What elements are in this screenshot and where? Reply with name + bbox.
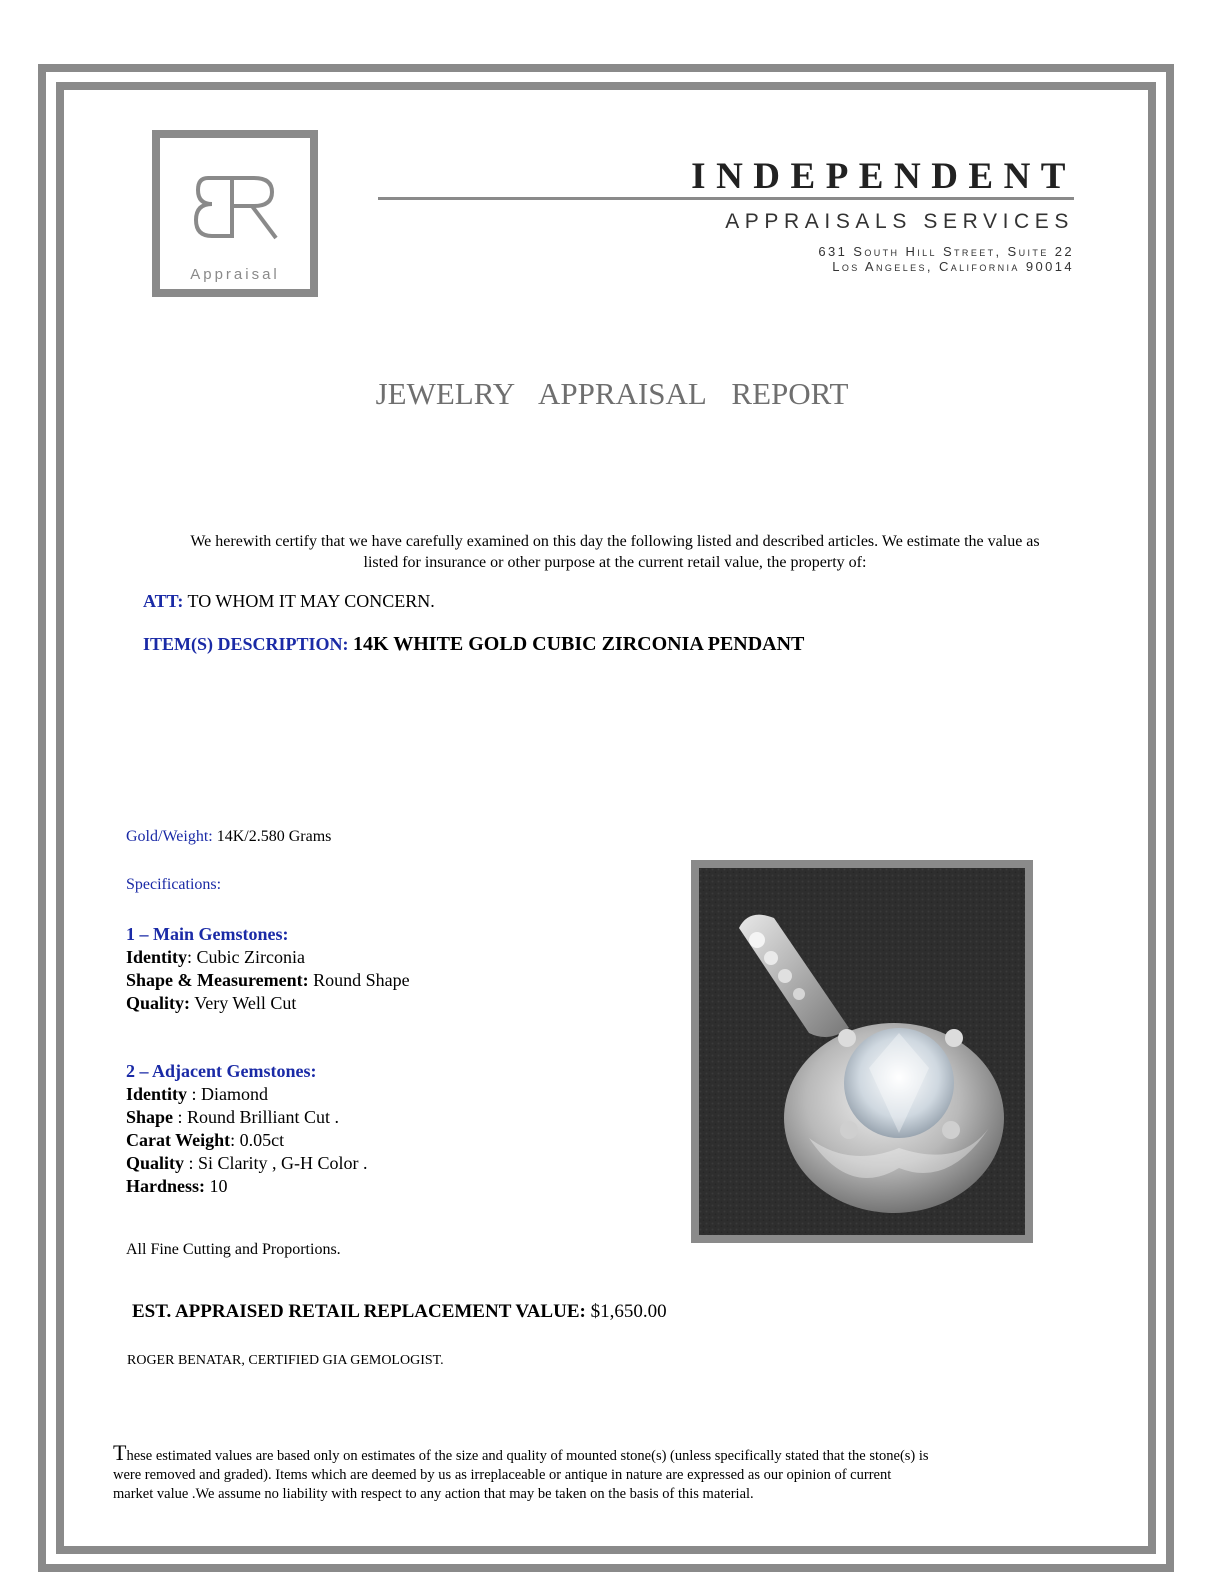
main-shape-label: Shape & Measurement: <box>126 970 309 990</box>
main-shape <box>126 969 410 992</box>
att-label: ATT: <box>143 591 184 611</box>
header-divider <box>378 197 1074 200</box>
adjacent-carat <box>126 1129 368 1152</box>
item-label: ITEM(S) DESCRIPTION: <box>143 634 349 654</box>
inner-border <box>56 82 1156 1554</box>
adjacent-identity-label: Identity <box>126 1084 188 1104</box>
adjacent-hardness <box>126 1175 368 1198</box>
att-value: TO WHOM IT MAY CONCERN. <box>187 591 435 611</box>
disclaimer <box>113 1440 1013 1504</box>
disclaimer-text-1: hese estimated values are based only on estimates of the size and quality of mounted stone(s) (unless specifically stated that the stone(s) is <box>126 1448 929 1464</box>
adjacent-gemstones-heading: 2 – Adjacent Gemstones: <box>126 1061 317 1081</box>
disclaimer-cap: T <box>113 1440 127 1465</box>
br-monogram-icon <box>192 172 282 242</box>
gold-weight <box>126 828 331 846</box>
main-shape-value: Round Shape <box>313 970 410 990</box>
main-identity-label: Identity <box>126 947 188 967</box>
main-quality-value: Very Well Cut <box>194 993 297 1013</box>
gold-value: 14K/2.580 Grams <box>216 828 332 845</box>
main-quality-label: Quality: <box>126 993 191 1013</box>
gold-label: Gold/Weight: <box>126 828 213 845</box>
adjacent-quality-label: Quality <box>126 1153 185 1173</box>
estimated-value <box>132 1301 667 1323</box>
adjacent-identity <box>126 1083 368 1106</box>
adjacent-quality-value: : Si Clarity , G-H Color . <box>188 1153 368 1173</box>
item-value: 14K WHITE GOLD CUBIC ZIRCONIA PENDANT <box>353 633 805 655</box>
adjacent-carat-value: : 0.05ct <box>230 1130 285 1150</box>
est-value: $1,650.00 <box>590 1301 667 1322</box>
adjacent-shape <box>126 1106 368 1129</box>
disclaimer-line-3: market value .We assume no liability with respect to any action that may be taken on the basis of this material. <box>113 1486 754 1502</box>
address-line-1: 631 South Hill Street, Suite 22 <box>818 244 1074 259</box>
adjacent-hardness-label: Hardness: <box>126 1176 206 1196</box>
est-label: EST. APPRAISED RETAIL REPLACEMENT VALUE: <box>132 1301 586 1322</box>
intro-line-2: listed for insurance or other purpose at the current retail value, the property of: <box>363 554 867 571</box>
main-gemstones <box>126 923 410 1015</box>
logo-caption: Appraisal <box>190 266 280 283</box>
att-line <box>143 591 435 612</box>
main-identity-value: : Cubic Zirconia <box>187 947 305 967</box>
main-gemstones-heading: 1 – Main Gemstones: <box>126 924 289 944</box>
adjacent-shape-label: Shape <box>126 1107 174 1127</box>
address-line-2: Los Angeles, California 90014 <box>832 259 1074 274</box>
adjacent-carat-label: Carat Weight <box>126 1130 231 1150</box>
adjacent-shape-value: : Round Brilliant Cut . <box>177 1107 340 1127</box>
main-identity <box>126 946 410 969</box>
intro-line-1: We herewith certify that we have carefully examined on this day the following listed and described articles. We estimate the value as <box>190 533 1040 550</box>
report-title: JEWELRY APPRAISAL REPORT <box>375 376 849 411</box>
brand-title: INDEPENDENT <box>691 156 1076 197</box>
disclaimer-line-1 <box>113 1440 1013 1466</box>
specifications-label: Specifications: <box>126 876 222 893</box>
adjacent-gemstones <box>126 1060 368 1198</box>
gemologist-signature: ROGER BENATAR, CERTIFIED GIA GEMOLOGIST. <box>127 1353 444 1368</box>
main-quality <box>126 992 410 1015</box>
adjacent-identity-value: : Diamond <box>191 1084 269 1104</box>
fine-cutting-note: All Fine Cutting and Proportions. <box>126 1241 341 1258</box>
disclaimer-line-2: were removed and graded). Items which are deemed by us as irreplaceable or antique in nature are expressed as our opinion of current <box>113 1467 892 1483</box>
adjacent-hardness-value: 10 <box>209 1176 228 1196</box>
pendant-illustration <box>699 868 1025 1235</box>
item-description <box>143 633 804 656</box>
pendant-photo <box>691 860 1033 1243</box>
adjacent-quality <box>126 1152 368 1175</box>
appraisal-logo <box>152 130 318 297</box>
certification-statement <box>130 531 1100 573</box>
pendant-image <box>699 868 1025 1235</box>
brand-subtitle: APPRAISALS SERVICES <box>725 210 1074 233</box>
